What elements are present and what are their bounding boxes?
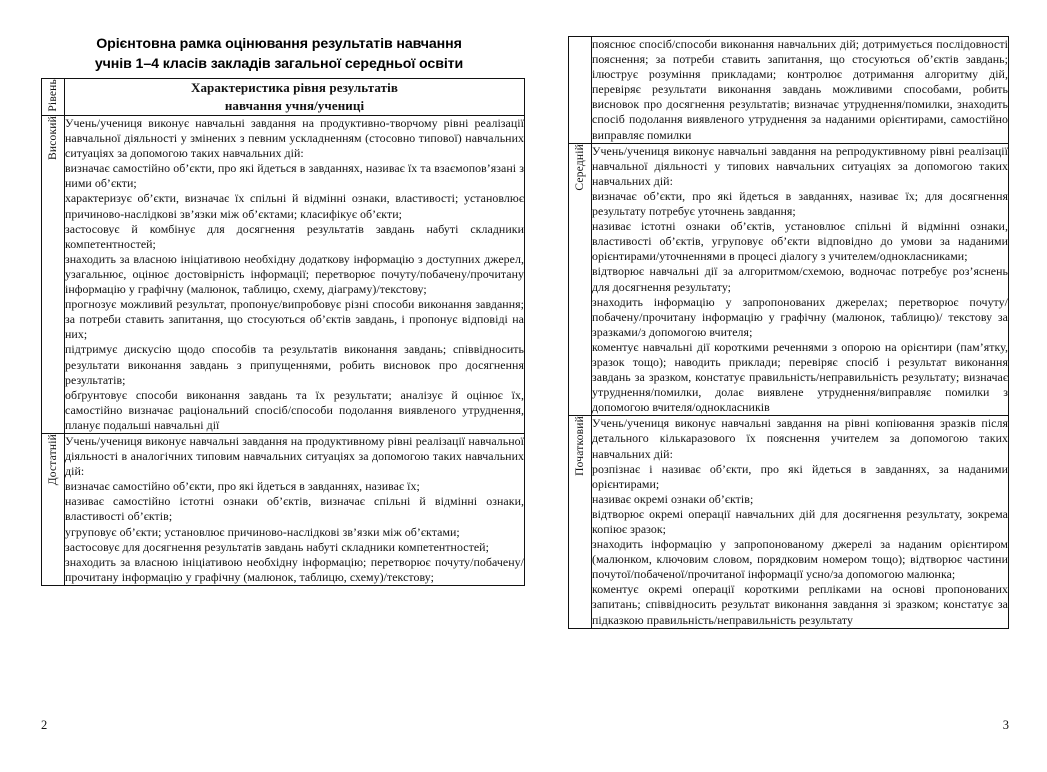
description-cell-vysokyi bbox=[65, 116, 525, 434]
description-cell-serednii bbox=[592, 143, 1009, 416]
description-paragraph: застосовує й комбінує для досягнення результатів завдань набуті складники компетентностей; bbox=[65, 221, 524, 251]
description-paragraph: розпізнає і називає об’єкти, про які йдеться в завданнях, за наданими орієнтирами; bbox=[592, 461, 1008, 491]
header-level-column bbox=[42, 79, 65, 116]
table-row bbox=[569, 143, 1009, 416]
description-paragraph: знаходить інформацію у запропонованих джерелах; перетворює почуту/побачену/прочитану інформацію у графічну (малюнок, таблицю)/ текстову за зразками/з допомогою вчителя; bbox=[592, 294, 1008, 339]
description-paragraph: відтворює навчальні дії за алгоритмом/схемою, водночас потребує роз’яснень для досягнення результату; bbox=[592, 264, 1008, 294]
description-paragraph: прогнозує можливий результат, пропонує/випробовує різні способи виконання завдання; за потреби ставить запитання, що стосуються об’єктів завдань, і пропонує відповіді на них; bbox=[65, 297, 524, 342]
level-label: Високий bbox=[47, 116, 59, 160]
header-description-column bbox=[65, 79, 525, 116]
level-cell-continued bbox=[569, 37, 592, 144]
description-paragraph: коментує окремі операції короткими репліками на основі пропонованих запитань; співвідносить результат виконання завдання зі зразком; констатує за підказкою правильність/неправильність результату bbox=[592, 582, 1008, 627]
right-page bbox=[540, 0, 1047, 772]
description-paragraph: Учень/учениця виконує навчальні завдання на продуктивно-творчому рівні реалізації навчальної діяльності у змінених з певним ускладненням (стосовно типової) навчальних ситуаціях за допомогою таких навчальних дій: bbox=[65, 116, 524, 161]
description-cell-continued bbox=[592, 37, 1009, 144]
description-paragraph: Учень/учениця виконує навчальні завдання на продуктивному рівні реалізації навчальної діяльності в аналогічних типовим навчальних ситуаціях за допомогою таких навчальних дій: bbox=[65, 433, 524, 479]
table-row bbox=[42, 433, 525, 585]
level-label: Середній bbox=[574, 143, 586, 191]
description-paragraph: визначає самостійно об’єкти, про які йдеться в завданнях, називає їх; bbox=[65, 479, 420, 494]
table-row bbox=[42, 116, 525, 434]
description-paragraph: угруповує об’єкти; установлює причиново-наслідкові зв’язки між об’єктами; bbox=[65, 524, 460, 539]
header-description-line-1: Характеристика рівня результатів bbox=[190, 80, 399, 95]
level-cell-serednii bbox=[569, 143, 592, 416]
description-cell-pochatkovyi bbox=[592, 416, 1009, 628]
description-paragraph: Учень/учениця виконує навчальні завдання на рівні копіювання зразків після детального кількаразового їх пояснення учителем за допомогою таких навчальних дій: bbox=[592, 416, 1008, 461]
description-paragraph: знаходить за власною ініціативою необхідну інформацію; перетворює почуту/побачену/прочитану інформацію у графічну (малюнок, таблицю, схему)/текстову; bbox=[65, 554, 524, 584]
description-paragraph: знаходить за власною ініціативою необхідну додаткову інформацію з доступних джерел, узагальнює, оцінює достовірність інформації; перетворює почуту/побачену/прочитану інформацію у графічну (малюнок, таблицю, схему, діаграму)/текстову; bbox=[65, 251, 524, 297]
description-paragraph: визначає самостійно об’єкти, про які йдеться в завданнях, називає їх та взаємопов’язані з ними об’єкти; bbox=[65, 161, 524, 191]
page-title-line-1: Орієнтовна рамка оцінювання результатів навчання bbox=[96, 36, 462, 52]
description-paragraph: Учень/учениця виконує навчальні завдання на репродуктивному рівні реалізації навчальної діяльності у типових навчальних ситуаціях за допомогою таких навчальних дій: bbox=[592, 143, 1008, 188]
header-level-label: Рівень bbox=[47, 79, 59, 112]
header-description-line-2: навчання учня/учениці bbox=[224, 98, 365, 113]
description-paragraph: пояснює спосіб/способи виконання навчальних дій; дотримується послідовності пояснення; за потреби ставить запитання, що стосуються об’єктів завдань; ілюструє розуміння прикладами; контролює дотримання алгоритму дій, перевіряє результати виконання завдань можливими способами, робить висновок про досягнення результатів; визначає утруднення/помилки, знаходить спосіб подолання виявленого утруднення за наданими орієнтирами, самостійно виправляє помилки bbox=[592, 37, 1008, 142]
description-paragraph: підтримує дискусію щодо способів та результатів виконання завдань; співвідносить результати виконання завдань з припущеннями, робить висновок про досягнення результатів; bbox=[65, 342, 524, 387]
description-cell-dostatnii bbox=[65, 433, 525, 585]
description-paragraph: характеризує об’єкти, визначає їх спільні й відмінні ознаки, властивості; установлює причиново-наслідкові зв’язки між об’єктами; класифікує об’єкти; bbox=[65, 191, 524, 221]
description-paragraph: визначає об’єкти, про які йдеться в завданнях, називає їх; для досягнення результату потребує уточнень завдання; bbox=[592, 188, 1008, 219]
level-cell-dostatnii bbox=[42, 433, 65, 585]
description-paragraph: відтворює окремі операції навчальних дій для досягнення результату, зокрема копіює зразок; bbox=[592, 506, 1008, 536]
description-paragraph: називає самостійно істотні ознаки об’єктів, визначає спільні й відмінні ознаки, властивості об’єктів; bbox=[65, 494, 524, 524]
description-paragraph: знаходить інформацію у запропонованому джерелі за наданим орієнтиром (малюнком, ключовим словом, порядковим номером тощо); відтворює частини почутої/побаченої/прочитаної інформації усно/за допомогою малюнка; bbox=[592, 537, 1008, 582]
level-cell-vysokyi bbox=[42, 116, 65, 434]
level-label: Достатній bbox=[47, 433, 59, 486]
table-header-row bbox=[42, 79, 525, 116]
description-paragraph: обґрунтовує способи виконання завдань та їх результати; аналізує й оцінює їх, самостійно визначає раціональний спосіб/способи подолання виявленого утруднення, планує подальші навчальні дії bbox=[65, 387, 524, 432]
assessment-table-right bbox=[568, 36, 1009, 629]
description-paragraph: називає істотні ознаки об’єктів, установлює спільні й відмінні ознаки, властивості об’єктів, угруповує об’єкти відповідно до умови за наданими орієнтирами/уточненнями в процесі діалогу з учителем/однокласниками; bbox=[592, 219, 1008, 264]
description-paragraph: називає окремі ознаки об’єктів; bbox=[592, 491, 754, 506]
page-number-left: 2 bbox=[41, 718, 48, 732]
table-row bbox=[569, 37, 1009, 144]
level-label: Початковий bbox=[574, 416, 586, 477]
level-cell-pochatkovyi bbox=[569, 416, 592, 628]
table-row bbox=[569, 416, 1009, 628]
page-title-line-2: учнів 1–4 класів закладів загальної середньої освіти bbox=[94, 56, 464, 72]
page-number-right: 3 bbox=[1002, 718, 1009, 732]
description-paragraph: коментує навчальні дії короткими реченнями з опорою на орієнтири (пам’ятку, зразок тощо); наводить приклади; перевіряє спосіб і результат виконання завдань за зразком, констатує правильність/неправильність результату; визначає утруднення/помилки, долає виявлене утруднення/виправляє помилки з допомогою вчителя/однокласників bbox=[592, 339, 1008, 415]
description-paragraph: застосовує для досягнення результатів завдань набуті складники компетентностей; bbox=[65, 539, 489, 554]
page-title bbox=[44, 34, 514, 74]
assessment-table-left bbox=[41, 78, 525, 586]
